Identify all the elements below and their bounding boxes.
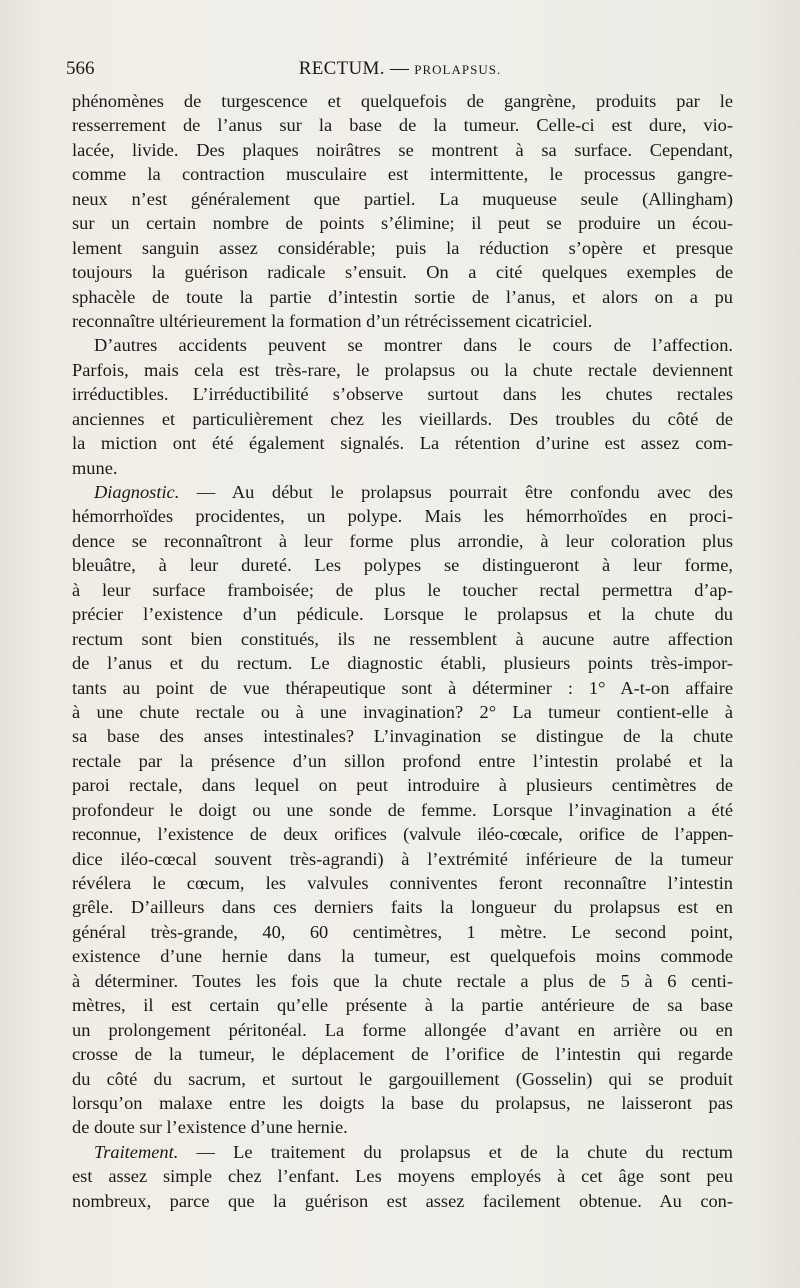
text-line: reconnue, l’existence de deux orifices (valvule iléo-cœcale, orifice de l’appen- [72,824,733,845]
text-line: du côté du sacrum, et surtout le gargouillement (Gosselin) qui se produit [72,1068,733,1089]
text-line: comme la contraction musculaire est intermittente, le processus gangre- [72,164,733,185]
text-line: sur un certain nombre de points s’élimine; il peut se produire un écou- [72,213,733,234]
text-line: sphacèle de toute la partie d’intestin sortie de l’anus, et alors on a pu [72,286,733,307]
text-line: à déterminer. Toutes les fois que la chute rectale a plus de 5 à 6 centi- [72,970,733,991]
page-number: 566 [66,58,95,79]
text-line: rectale par la présence d’un sillon profond entre l’intestin prolabé et la [72,750,733,771]
text-line: mètres, il est certain qu’elle présente à la partie antérieure de sa base [72,995,733,1016]
text-line: lement sanguin assez considérable; puis la réduction s’opère et presque [72,237,733,258]
text-line: D’autres accidents peuvent se montrer dans le cours de l’affection. [94,335,733,356]
text-line: général très-grande, 40, 60 centimètres, 1 mètre. Le second point, [72,921,733,942]
text-line: Parfois, mais cela est très-rare, le prolapsus ou la chute rectale deviennent [72,359,733,380]
text-line: existence d’une hernie dans la tumeur, est quelquefois moins commode [72,946,733,967]
text-line: paroi rectale, dans lequel on peut introduire à plusieurs centimètres de [72,775,733,796]
text-line: bleuâtre, à leur dureté. Les polypes se distingueront à leur forme, [72,555,733,576]
text-line: phénomènes de turgescence et quelquefois de gangrène, produits par le [72,91,733,111]
text-line: un prolongement péritonéal. La forme allongée d’avant en arrière ou en [72,1019,733,1040]
text-line: reconnaître ultérieurement la formation d’un rétrécissement cicatriciel. [72,310,593,331]
text-line: toujours la guérison radicale s’ensuit. On a cité quelques exemples de [72,262,733,283]
text-line: lacée, livide. Des plaques noirâtres se montrent à sa surface. Cependant, [72,139,733,160]
text-line: est assez simple chez l’enfant. Les moyens employés à cet âge sont peu [72,1166,733,1187]
text-line: resserrement de l’anus sur la base de la tumeur. Celle-ci est dure, vio- [72,115,733,136]
text-line: dence se reconnaîtront à leur forme plus arrondie, à leur coloration plus [72,530,733,551]
text-line: grêle. D’ailleurs dans ces derniers faits la longueur du prolapsus est en [72,897,733,918]
text-line: lorsqu’on malaxe entre les doigts la base du prolapsus, ne laisseront pas [72,1092,733,1113]
text-line: irréductibles. L’irréductibilité s’observe surtout dans les chutes rectales [72,384,733,405]
text-line: de doute sur l’existence d’une hernie. [72,1117,348,1138]
text-line: rectum sont bien constitués, ils ne ressemblent à aucune autre affection [72,628,733,649]
text-line-diagnostic [72,480,733,504]
text-line: neux n’est généralement que partiel. La muqueuse seule (Allingham) [72,188,733,209]
text-line: tants au point de vue thérapeutique sont à déterminer : 1° A-t-on affaire [72,677,733,698]
text-line: révélera le cœcum, les valvules conniventes feront reconnaître l’intestin [72,873,733,893]
text-line: profondeur le doigt ou une sonde de femme. Lorsque l’invagination a été [72,799,733,820]
text-line: sa base des anses intestinales? L’invagination se distingue de la chute [72,726,733,747]
text-line: mune. [72,457,118,478]
text-line: de l’anus et du rectum. Le diagnostic établi, plusieurs points très-impor- [72,653,733,674]
body-text [72,89,733,1213]
text-line-traitement [72,1140,733,1164]
text-line: hémorrhoïdes procidentes, un polype. Mais les hémorrhoïdes en proci- [72,506,733,527]
text-line: à une chute rectale ou à une invagination? 2° La tumeur contient-elle à [72,701,733,722]
running-title-sub: PROLAPSUS. [414,62,502,77]
diagnostic-first-line: — Au début le prolapsus pourrait être confondu avec des [179,482,733,502]
text-line: précier l’existence d’un pédicule. Lorsque le prolapsus et la chute du [72,604,733,625]
text-line: nombreux, parce que la guérison est assez facilement obtenue. Au con- [72,1190,733,1211]
running-header [66,58,734,84]
running-title-separator: — [389,58,410,79]
text-line: à leur surface framboisée; de plus le toucher rectal permettra d’ap- [72,579,733,600]
running-title [66,58,734,80]
traitement-first-line: — Le traitement du prolapsus et de la chute du rectum [178,1141,733,1162]
text-line: crosse de la tumeur, le déplacement de l’orifice de l’intestin qui regarde [72,1044,733,1065]
text-line: dice iléo-cœcal souvent très-agrandi) à l’extrémité inférieure de la tumeur [72,848,733,869]
running-title-main: RECTUM. [298,58,385,79]
text-line: la miction ont été également signalés. La rétention d’urine est assez com- [72,433,733,454]
section-heading-diagnostic: Diagnostic. [94,482,180,502]
text-line: anciennes et particulièrement chez les vieillards. Des troubles du côté de [72,408,733,429]
section-heading-traitement: Traitement. [94,1141,179,1162]
